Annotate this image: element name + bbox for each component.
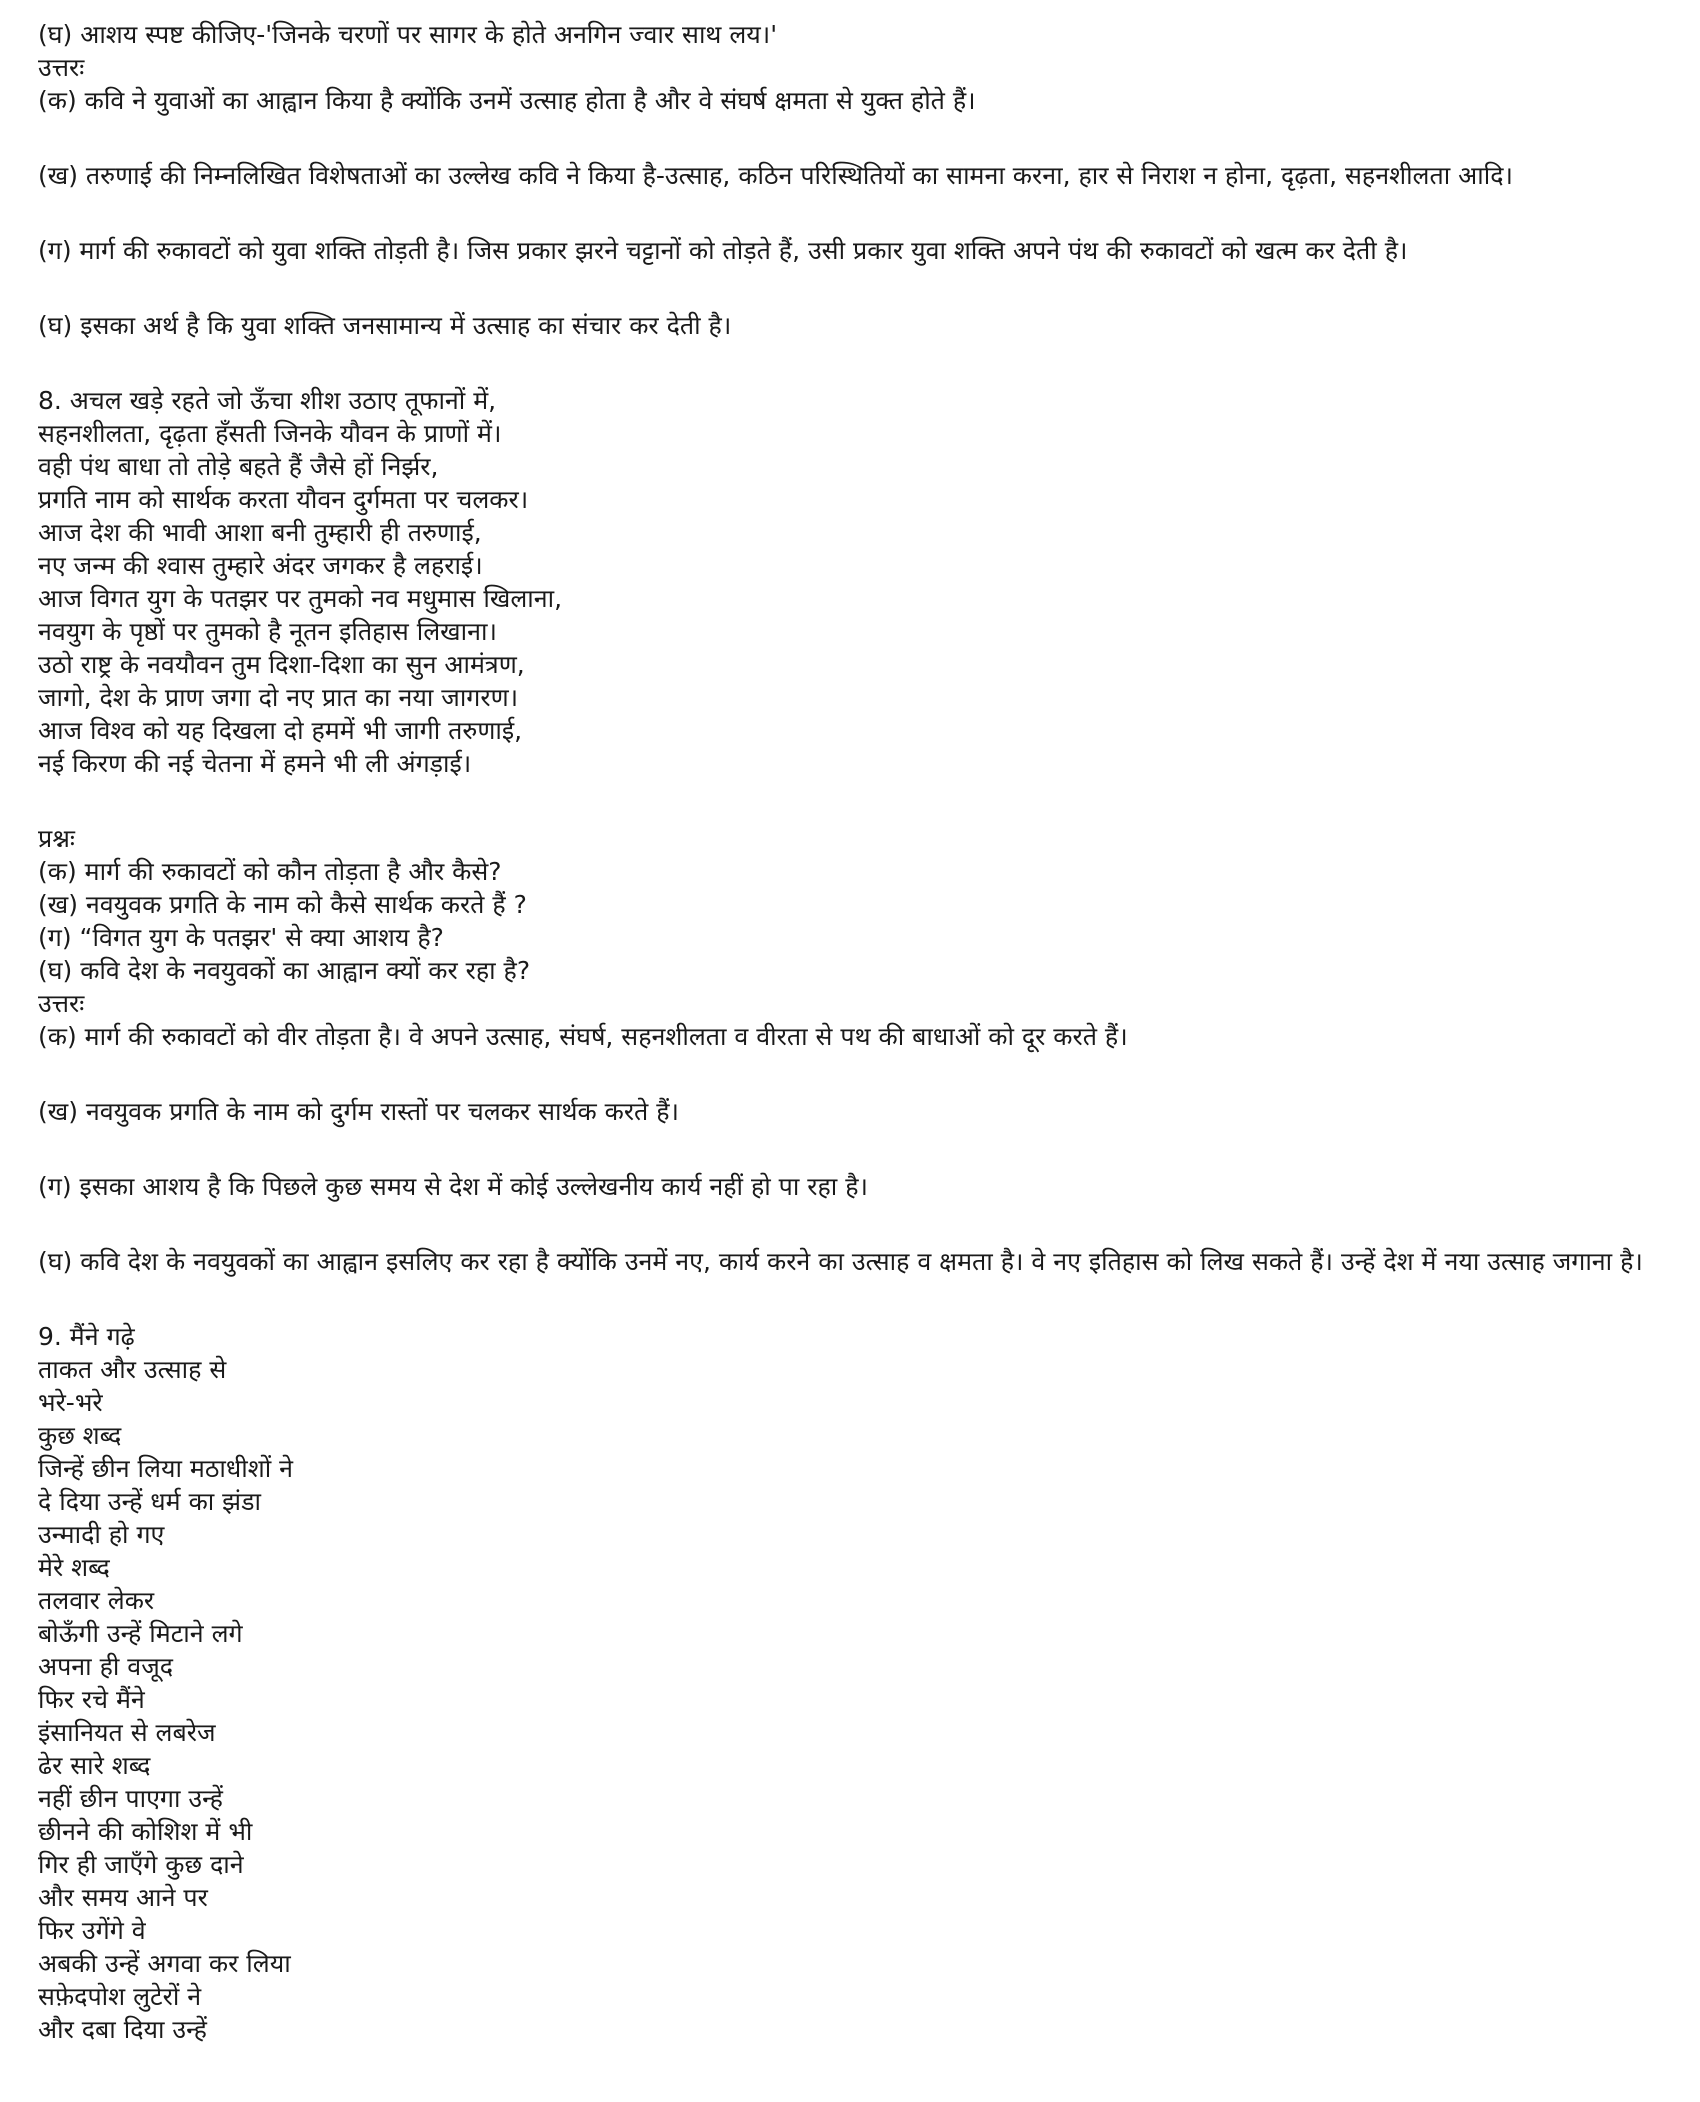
poem-9-line: भरे-भरे xyxy=(38,1388,103,1417)
questions-8 xyxy=(38,822,1658,1053)
question-7-gha: (घ) आशय स्पष्ट कीजिए-'जिनके चरणों पर सागर के होते अनगिन ज्वार साथ लय।' xyxy=(38,20,778,49)
poem-8-line: आज विगत युग के पतझर पर तुमको नव मधुमास खिलाना, xyxy=(38,584,563,613)
poem-9-line: सफ़ेदपोश लुटेरों ने xyxy=(38,1982,202,2011)
poem-8-line: 8. अचल खड़े रहते जो ऊँचा शीश उठाए तूफानों में, xyxy=(38,386,497,415)
question-8-kha: (ख) नवयुवक प्रगति के नाम को कैसे सार्थक करते हैं ? xyxy=(38,890,527,919)
poem-8-line: आज देश की भावी आशा बनी तुम्हारी ही तरुणाई, xyxy=(38,518,482,547)
document-page xyxy=(38,18,1658,2046)
poem-9-line: इंसानियत से लबरेज xyxy=(38,1718,216,1747)
answer-7-ka: (क) कवि ने युवाओं का आह्वान किया है क्योंकि उनमें उत्साह होता है और वे संघर्ष क्षमता से युक्त होते हैं। xyxy=(38,86,976,115)
poem-9-line: नहीं छीन पाएगा उन्हें xyxy=(38,1784,223,1813)
poem-9-line: गिर ही जाएँगे कुछ दाने xyxy=(38,1850,244,1879)
poem-8-line: नई किरण की नई चेतना में हमने भी ली अंगड़ाई। xyxy=(38,749,472,778)
poem-9-line: उन्मादी हो गए xyxy=(38,1520,165,1549)
question-8-ka: (क) मार्ग की रुकावटों को कौन तोड़ता है और कैसे? xyxy=(38,857,502,886)
poem-8-line: सहनशीलता, दृढ़ता हँसती जिनके यौवन के प्राणों में। xyxy=(38,419,502,448)
answer-block-7-intro xyxy=(38,18,1658,117)
poem-9-line: ताकत और उत्साह से xyxy=(38,1355,227,1384)
answer-7-gha: (घ) इसका अर्थ है कि युवा शक्ति जनसामान्य में उत्साह का संचार कर देती है। xyxy=(38,311,732,340)
poem-9-line: दे दिया उन्हें धर्म का झंडा xyxy=(38,1487,261,1516)
answer-7-ga: (ग) मार्ग की रुकावटों को युवा शक्ति तोड़ती है। जिस प्रकार झरने चट्टानों को तोड़ते हैं, उसी प्रकार युवा शक्ति अपने पंथ की रुकावटों को खत्म कर देती है। xyxy=(38,236,1408,265)
poem-8-line: उठो राष्ट्र के नवयौवन तुम दिशा-दिशा का सुन आमंत्रण, xyxy=(38,650,525,679)
poem-9-line: और दबा दिया उन्हें xyxy=(38,2015,207,2044)
answer-8-kha: (ख) नवयुवक प्रगति के नाम को दुर्गम रास्तों पर चलकर सार्थक करते हैं। xyxy=(38,1097,679,1126)
poem-9 xyxy=(38,1320,1658,2046)
poem-9-line: और समय आने पर xyxy=(38,1883,208,1912)
poem-9-line: फिर उगेंगे वे xyxy=(38,1916,146,1945)
poem-8-line: प्रगति नाम को सार्थक करता यौवन दुर्गमता पर चलकर। xyxy=(38,485,529,514)
answer-8-gha: (घ) कवि देश के नवयुवकों का आह्वान इसलिए कर रहा है क्योंकि उनमें नए, कार्य करने का उत्साह व क्षमता है। वे नए इतिहास को लिख सकते हैं। उन्हें देश में नया उत्साह जगाना है। xyxy=(38,1247,1643,1276)
poem-9-line: ढेर सारे शब्द xyxy=(38,1751,151,1780)
answer-8-ga: (ग) इसका आशय है कि पिछले कुछ समय से देश में कोई उल्लेखनीय कार्य नहीं हो पा रहा है। xyxy=(38,1172,868,1201)
question-8-ga: (ग) “विगत युग के पतझर' से क्या आशय है? xyxy=(38,923,444,952)
poem-9-line: तलवार लेकर xyxy=(38,1586,155,1615)
poem-8-line: नवयुग के पृष्ठों पर तुमको है नूतन इतिहास लिखाना। xyxy=(38,617,497,646)
poem-9-line: अबकी उन्हें अगवा कर लिया xyxy=(38,1949,291,1978)
poem-9-line: फिर रचे मैंने xyxy=(38,1685,145,1714)
poem-8 xyxy=(38,384,1658,780)
poem-9-line: छीनने की कोशिश में भी xyxy=(38,1817,253,1846)
answer-heading: उत्तरः xyxy=(38,53,85,82)
poem-8-line: जागो, देश के प्राण जगा दो नए प्रात का नया जागरण। xyxy=(38,683,519,712)
poem-8-line: आज विश्व को यह दिखला दो हममें भी जागी तरुणाई, xyxy=(38,716,523,745)
answer-heading: उत्तरः xyxy=(38,989,85,1018)
questions-heading: प्रश्नः xyxy=(38,824,75,853)
poem-9-line: 9. मैंने गढ़े xyxy=(38,1322,135,1351)
poem-9-line: अपना ही वजूद xyxy=(38,1652,174,1681)
poem-9-line: मेरे शब्द xyxy=(38,1553,110,1582)
poem-9-line: बोऊँगी उन्हें मिटाने लगे xyxy=(38,1619,243,1648)
poem-9-line: कुछ शब्द xyxy=(38,1421,122,1450)
answer-8-ka: (क) मार्ग की रुकावटों को वीर तोड़ता है। वे अपने उत्साह, संघर्ष, सहनशीलता व वीरता से पथ की बाधाओं को दूर करते हैं। xyxy=(38,1022,1128,1051)
question-8-gha: (घ) कवि देश के नवयुवकों का आह्वान क्यों कर रहा है? xyxy=(38,956,531,985)
poem-8-line: वही पंथ बाधा तो तोड़े बहते हैं जैसे हों निर्झर, xyxy=(38,452,439,481)
poem-8-line: नए जन्म की श्वास तुम्हारे अंदर जगकर है लहराई। xyxy=(38,551,483,580)
answer-7-kha: (ख) तरुणाई की निम्नलिखित विशेषताओं का उल्लेख कवि ने किया है-उत्साह, कठिन परिस्थितियों का सामना करना, हार से निराश न होना, दृढ़ता, सहनशीलता आदि। xyxy=(38,161,1513,190)
poem-9-line: जिन्हें छीन लिया मठाधीशों ने xyxy=(38,1454,293,1483)
